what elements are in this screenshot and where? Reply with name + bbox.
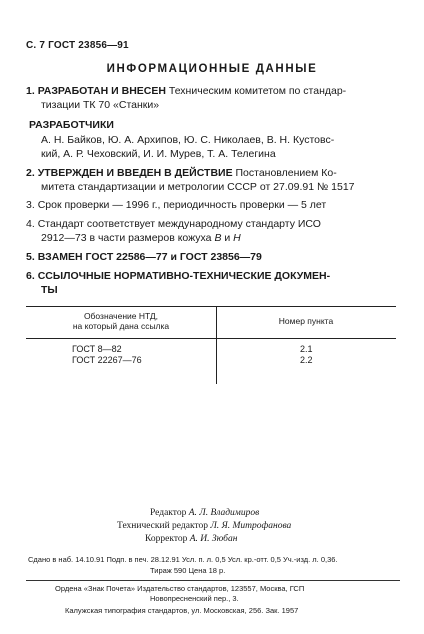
imprint-line1: Ордена «Знак Почета» Издательство стандартов, 123557, Москва, ГСП [55, 584, 305, 593]
section-6-number: 6. [26, 270, 35, 282]
section-2-text: Постановлением Ко- [232, 167, 337, 179]
imprint-divider [26, 580, 400, 581]
dimension-b: В [214, 232, 222, 244]
table-header-item: Номер пункта [278, 316, 334, 326]
tech-editor-label: Технический редактор [117, 521, 208, 531]
editor-name: А. Л. Владимиров [188, 508, 260, 518]
table-row-2-item: 2.2 [300, 355, 313, 365]
proofreader-name: А. И. Зюбан [189, 534, 238, 544]
section-4-text: Стандарт соответствует международному стандарту ИСО [37, 218, 321, 230]
section-6-heading: ССЫЛОЧНЫЕ НОРМАТИВНО-ТЕХНИЧЕСКИЕ ДОКУМЕН- [37, 270, 331, 282]
print-info-line2: Тираж 590 Цена 18 р. [150, 566, 226, 575]
table-row-1-doc: ГОСТ 8—82 [72, 344, 122, 354]
table-header-border [26, 338, 396, 339]
table-header-doc-line1: Обозначение НТД, [83, 311, 159, 321]
section-1-text: Техническим комитетом по стандар- [165, 85, 347, 97]
imprint-line2: Новопресненский пер., 3. [150, 594, 239, 603]
section-2-text-cont: митета стандартизации и метрологии СССР от 27.09.91 № 1517 [41, 181, 355, 193]
section-3-text: Срок проверки — 1996 г., периодичность проверки — 5 лет [37, 199, 327, 211]
section-3-number: 3. [26, 199, 35, 211]
section-4-conjunction: и [221, 232, 234, 244]
table-header-doc [26, 311, 216, 331]
section-1-text-cont: тизации ТК 70 «Станки» [41, 99, 160, 111]
developers-list-line2: кий, А. Р. Чеховский, И. И. Мурев, Т. А. Телегина [41, 148, 276, 160]
section-4-number: 4. [26, 218, 35, 230]
section-2-heading: УТВЕРЖДЕН И ВВЕДЕН В ДЕЙСТВИЕ [37, 167, 233, 179]
editor-label: Редактор [150, 508, 187, 518]
section-1-heading: РАЗРАБОТАН И ВНЕСЕН [37, 85, 166, 97]
developers-heading: РАЗРАБОТЧИКИ [29, 119, 114, 131]
print-info-line1: Сдано в наб. 14.10.91 Подп. в печ. 28.12.91 Усл. п. л. 0,5 Усл. кр.-отт. 0,5 Уч.-изд. л. 0,36. [28, 555, 338, 564]
tech-editor-name: Л. Я. Митрофанова [210, 521, 292, 531]
table-top-border [26, 306, 396, 307]
page-header: С. 7 ГОСТ 23856—91 [26, 40, 129, 51]
section-6-heading-cont: ТЫ [41, 284, 58, 296]
document-title: ИНФОРМАЦИОННЫЕ ДАННЫЕ [106, 63, 318, 75]
dimension-h: Н [233, 232, 241, 244]
imprint-line3: Калужская типография стандартов, ул. Московская, 256. Зак. 1957 [65, 606, 299, 615]
section-2-number: 2. [26, 167, 35, 179]
developers-list-line1: А. Н. Байков, Ю. А. Архипов, Ю. С. Николаев, В. Н. Кустовс- [41, 134, 335, 146]
table-row-2-doc: ГОСТ 22267—76 [72, 355, 142, 365]
proofreader-label: Корректор [145, 534, 188, 544]
section-5-number: 5. [26, 251, 35, 263]
section-4-text-cont: 2912—73 в части размеров кожуха [41, 232, 215, 244]
section-5-text: ВЗАМЕН ГОСТ 22586—77 и ГОСТ 23856—79 [37, 251, 262, 263]
table-header-doc-line2: на который дана ссылка [72, 321, 170, 331]
references-table [26, 306, 396, 384]
section-1-number: 1. [26, 85, 35, 97]
table-row-1-item: 2.1 [300, 344, 313, 354]
